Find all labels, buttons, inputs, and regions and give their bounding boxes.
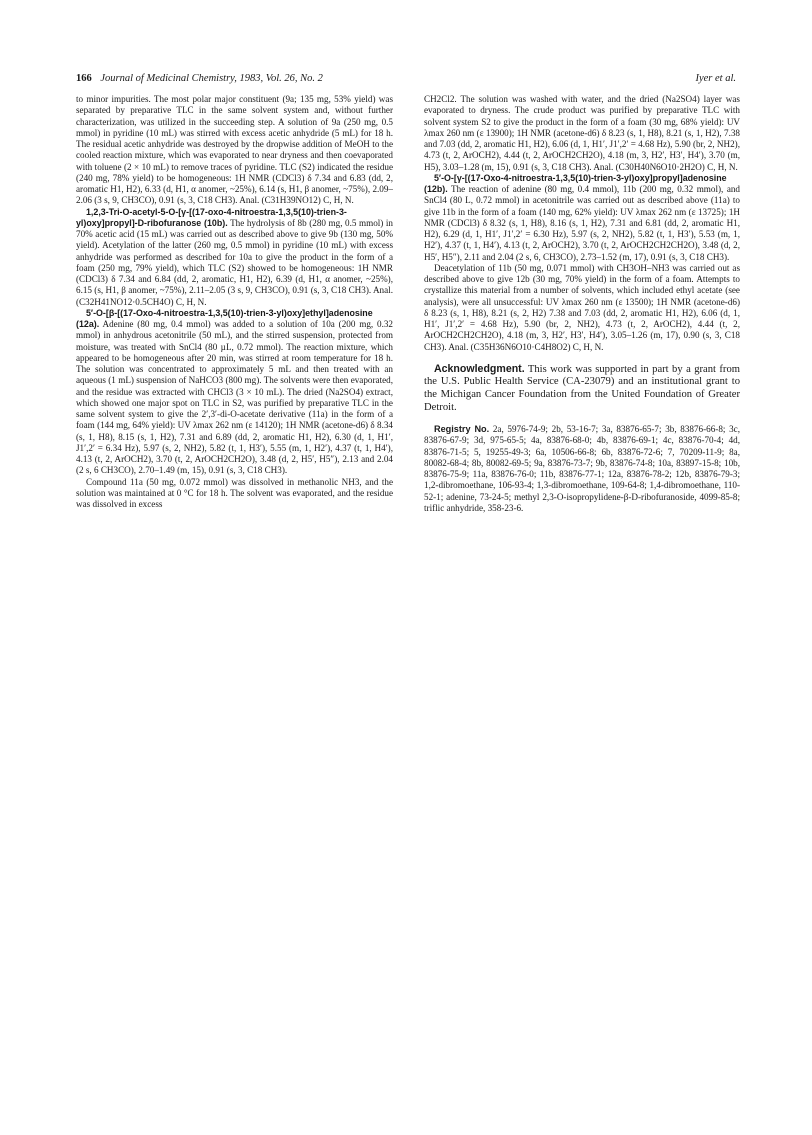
- right-column: [424, 94, 740, 514]
- paragraph-10b: [76, 207, 393, 308]
- acknowledgment-body: This work was supported in part by a grant from the U.S. Public Health Service (CA-23079) and an institutional grant to the Michigan Cancer Foundation from the United Foundation of Greater Detroit.: [424, 363, 740, 413]
- registry-body: 2a, 5976-74-9; 2b, 53-16-7; 3a, 83876-65-7; 3b, 83876-66-8; 3c, 83876-67-9; 3d, 975-65-5; 4a, 83876-68-0; 4b, 83876-69-1; 4c, 83876-70-4; 4d, 83876-71-5; 5, 19255-49-3; 6a, 10506-66-8; 6b, 83876-72-6; 7, 70209-11-9; 8a, 80082-68-4; 8b, 80082-69-5; 9a, 83876-73-7; 9b, 83876-74-8; 10a, 83897-15-8; 10b, 83876-75-9; 11a, 83876-76-0; 11b, 83876-77-1; 12a, 83876-78-2; 12b, 83876-79-3; 1,2-dibromoethane, 106-93-4; 1,3-dibromoethane, 109-64-8; 1,4-dibromoethane, 110-52-1; adenine, 73-24-5; methyl 2,3-O-isopropylidene-β-D-ribofuranoside, 4099-85-8; triflic anhydride, 358-23-6.: [424, 424, 740, 513]
- paragraph-12a-body: Adenine (80 mg, 0.4 mmol) was added to a solution of 10a (200 mg, 0.32 mmol) in anhydrous acetonitrile (50 mL), and the stirred suspension, protected from moisture, was treated with SnCl4 (80 µL, 0.72 mmol). The reaction mixture, which appeared to be homogeneous after 20 min, was stirred at room temperature for 18 h. The solution was concentrated to approximately 5 mL and then treated with an aqueous (1 mL) suspension of NaHCO3 (800 mg). The solvents were then evaporated, and the residue was extracted with CHCl3 (3 × 10 mL). The dried (Na2SO4) extract, which showed one major spot on TLC in S2, was purified by preparative TLC in the same solvent system to give the 2′,3′-di-O-acetate derivative (11a) in the form of a foam (144 mg, 64% yield): UV λmax 262 nm (ε 14120); 1H NMR (acetone-d6) δ 8.34 (s, 1, H8), 8.15 (s, 1, H2), 7.31 and 6.89 (dd, 2, aromatic H1, H2), 6.30 (d, 1, H1′, J1′,2′ = 6.34 Hz), 5.97 (s, 2, NH2), 5.82 (t, 1, H3′), 5.55 (m, 1, H2′), 4.37 (t, 1, H4′), 4.13 (t, 2, ArOCH2), 3.70 (t, 2, ArOCH2CH2O), 3.48 (d, 2, H5′, H5″), 2.13 and 2.04 (2 s, 6 CH3CO), 2.70–1.49 (m, 15), 0.91 (s, 3, C18 CH3).: [76, 319, 393, 476]
- paragraph-11a-deprotection: Compound 11a (50 mg, 0.072 mmol) was dissolved in methanolic NH3, and the solution was maintained at 0 °C for 18 h. The solvent was evaporated, and the residue was dissolved in excess: [76, 476, 393, 509]
- compound-heading-12a: 5′-O-[β-[(17-Oxo-4-nitroestra-1,3,5(10)-trien-3-yl)oxy]ethyl]adenosine (12a).: [76, 307, 373, 329]
- paragraph-10b-body: The hydrolysis of 8b (280 mg, 0.5 mmol) in 70% acetic acid (15 mL) was carried out as described above to give 9b (130 mg, 50% yield). Acetylation of the latter (260 mg, 0.5 mmol) in pyridine (10 mL) with excess anhydride was performed as described for 10a to give the product in the form of a foam (250 mg, 79% yield), which TLC (S2) showed to be homogeneous: 1H NMR (CDCl3) δ 7.34 and 6.84 (dd, 2, aromatic, H1, H2), 6.39 (d, H1, α anomer, ~25%), 6.15 (s, H1, β anomer, ~75%), 2.11–2.05 (3 s, 9, CH3CO), 0.91 (s, 3, C18 CH3). Anal. (C32H41NO12·0.5CH4O) C, H, N.: [76, 217, 393, 307]
- paragraph-12b-body: The reaction of adenine (80 mg, 0.4 mmol), 11b (200 mg, 0.32 mmol), and SnCl4 (80 L, 0.72 mmol) in acetonitrile was carried out as described above (11a) to give 11b in the form of a foam (140 mg, 62% yield): UV λmax 262 nm (ε 13725); 1H NMR (CDCl3) δ 8.32 (s, 1, H8), 8.16 (s, 1, H2), 7.31 and 6.81 (dd, 2, aromatic H1, H2), 6.29 (d, 1, H1′, J1′,2′ = 6.30 Hz), 5.97 (s, 2, NH2), 5.82 (t, 1, H3′), 5.53 (m, 1, H2′), 4.37 (t, 1, H4′), 4.13 (t, 2, ArOCH2), 3.70 (t, 2, ArOCH2CH2CH2O), 3.48 (d, 2, H5′, H5″), 2.11 and 2.04 (2 s, 6, CH3CO), 2.73–1.52 (m, 17), 0.91 (s, 3, C18 CH3).: [424, 184, 740, 262]
- running-authors: Iyer et al.: [695, 73, 736, 84]
- journal-citation: Journal of Medicinal Chemistry, 1983, Vol. 26, No. 2: [100, 73, 323, 84]
- left-column: [76, 94, 393, 510]
- running-header: [76, 72, 736, 86]
- paragraph-continuation-right: CH2Cl2. The solution was washed with water, and the dried (Na2SO4) layer was evaporated to dryness. The crude product was purified by preparative TLC with solvent system S2 to give the product in the form of a foam (30 mg, 68% yield): UV λmax 260 nm (ε 13900); 1H NMR (acetone-d6) δ 8.23 (s, 1, H8), 8.21 (s, 1, H2), 7.38 and 7.03 (dd, 2, aromatic H1, H2), 6.06 (d, 1, H1′, J1′,2′ = 4.68 Hz), 5.90 (br, 2, NH2), 4.73 (t, 2, ArOCH2), 4.44 (t, 2, ArOCH2CH2O), 4.18 (m, 3, H2′, H3′, H4′), 3.70 (m, H5), 3.03–1.28 (m, 15), 0.91 (s, 3, C18 CH3). Anal. (C30H40N6O10·2H2O) C, H, N.: [424, 94, 740, 172]
- paragraph-continuation: to minor impurities. The most polar major constituent (9a; 135 mg, 53% yield) was separated by preparative TLC in the same solvent system and, without further characterization, was utilized in the succeeding step. A solution of 9a (250 mg, 0.5 mmol) in pyridine (10 mL) was stirred with excess acetic anhydride (5 mL) for 18 h. The residual acetic anhydride was destroyed by the dropwise addition of MeOH to the cooled reaction mixture, which was evaporated to near dryness and then coevaporated with toluene (2 × 10 mL) to remove traces of pyridine. TLC (S2) indicated the residue (240 mg, 78% yield) to be homogeneous: 1H NMR (CDCl3) δ 7.34 and 6.83 (dd, 2, aromatic H1, H2), 6.33 (d, H1, α anomer, ~25%), 6.14 (s, H1, β anomer, ~75%), 2.09–2.06 (3 s, 9, CH3CO), 0.91 (s, 3, C18 CH3). Anal. (C31H39NO12) C, H, N.: [76, 94, 393, 206]
- paragraph-12b: [424, 173, 740, 263]
- registry-heading: Registry No.: [434, 424, 490, 435]
- acknowledgment-heading: Acknowledgment.: [434, 362, 525, 375]
- compound-heading-10b: 1,2,3-Tri-O-acetyl-5-O-[γ-[(17-oxo-4-nitroestra-1,3,5(10)-trien-3-yl)oxy]propyl]-D-ribofuranose (10b).: [76, 206, 347, 228]
- paragraph-deacetylation: Deacetylation of 11b (50 mg, 0.071 mmol) with CH3OH–NH3 was carried out as described above to give 12b (30 mg, 70% yield) in the form of a foam. Attempts to crystallize this material from a number of solvents, which included ethyl acetate (see analysis), were all unsuccessful: UV λmax 260 nm (ε 13500); 1H NMR (acetone-d6) δ 8.23 (s, 1, H8), 8.21 (s, 2, H2) 7.38 and 7.03 (dd, 2, aromatic H1, H2), 6.06 (d, 1, H1′, J1′,2′ = 4.68 Hz), 5.90 (br, 2, NH2), 4.73 (t, 2, ArOCH2), 4.44 (t, 2, ArOCH2CH2CH2O), 4.18 (m, 3, H2′, H3′, H4′), 3.05–1.26 (m, 17), 0.90 (s, 3, C18 CH3). Anal. (C35H36N6O10·C4H8O2) C, H, N.: [424, 262, 740, 352]
- acknowledgment: [424, 363, 740, 414]
- registry-numbers: [424, 424, 740, 514]
- page-number: 166: [76, 73, 92, 84]
- compound-heading-12b: 5′-O-[γ-[(17-Oxo-4-nitroestra-1,3,5(10)-trien-3-yl)oxy]propyl]adenosine (12b).: [424, 172, 727, 194]
- paragraph-12a: [76, 308, 393, 477]
